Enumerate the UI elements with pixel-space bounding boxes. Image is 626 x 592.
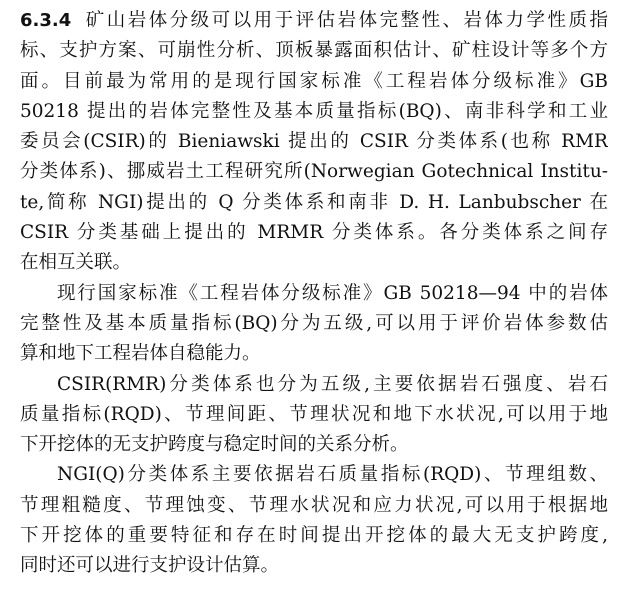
text-line: 现行国家标准《工程岩体分级标准》GB 50218—94 中的岩体	[57, 282, 608, 304]
text-line: CSIR(RMR)分类体系也分为五级,主要依据岩石强度、岩石	[57, 373, 608, 395]
text-line: CSIR 分类基础上提出的 MRMR 分类体系。各分类体系之间存	[20, 222, 608, 244]
section-number: 6.3.4	[20, 10, 72, 31]
text-line: 分类体系)、挪威岩土工程研究所(Norwegian Gotechnical Institu-	[20, 161, 608, 183]
text-line: 算和地下工程岩体自稳能力。	[20, 343, 261, 365]
text-line: 同时还可以进行支护设计估算。	[20, 555, 280, 577]
paragraph-2	[20, 279, 608, 370]
text-line: 完整性及基本质量指标(BQ)分为五级,可以用于评价岩体参数估	[20, 312, 608, 334]
document-page	[20, 6, 608, 582]
text-line: 下开挖体的无支护跨度与稳定时间的关系分析。	[20, 434, 409, 456]
text-line: 下开挖体的重要特征和存在时间提出开挖体的最大无支护跨度,	[20, 525, 608, 547]
text-line: te,简称 NGI)提出的 Q 分类体系和南非 D. H. Lanbubscher 在	[20, 191, 608, 213]
paragraph-1	[20, 6, 608, 279]
text-line: 节理粗糙度、节理蚀变、节理水状况和应力状况,可以用于根据地	[20, 494, 608, 516]
text-line: 质量指标(RQD)、节理间距、节理状况和地下水状况,可以用于地	[20, 403, 608, 425]
text-line: 委员会(CSIR)的 Bieniawski 提出的 CSIR 分类体系(也称 RMR	[20, 131, 608, 153]
paragraph-3	[20, 370, 608, 461]
text-line: NGI(Q)分类体系主要依据岩石质量指标(RQD)、节理组数、	[57, 464, 608, 486]
text-line: 面。目前最为常用的是现行国家标准《工程岩体分级标准》GB	[20, 70, 608, 92]
text-line: 6.3.4 矿山岩体分级可以用于评估岩体完整性、岩体力学性质指	[20, 10, 608, 31]
text-line: 50218 提出的岩体完整性及基本质量指标(BQ)、南非科学和工业	[20, 100, 608, 122]
paragraph-4	[20, 460, 608, 581]
text-line: 在相互关联。	[20, 252, 132, 274]
text-line: 标、支护方案、可崩性分析、顶板暴露面积估计、矿柱设计等多个方	[20, 40, 608, 62]
